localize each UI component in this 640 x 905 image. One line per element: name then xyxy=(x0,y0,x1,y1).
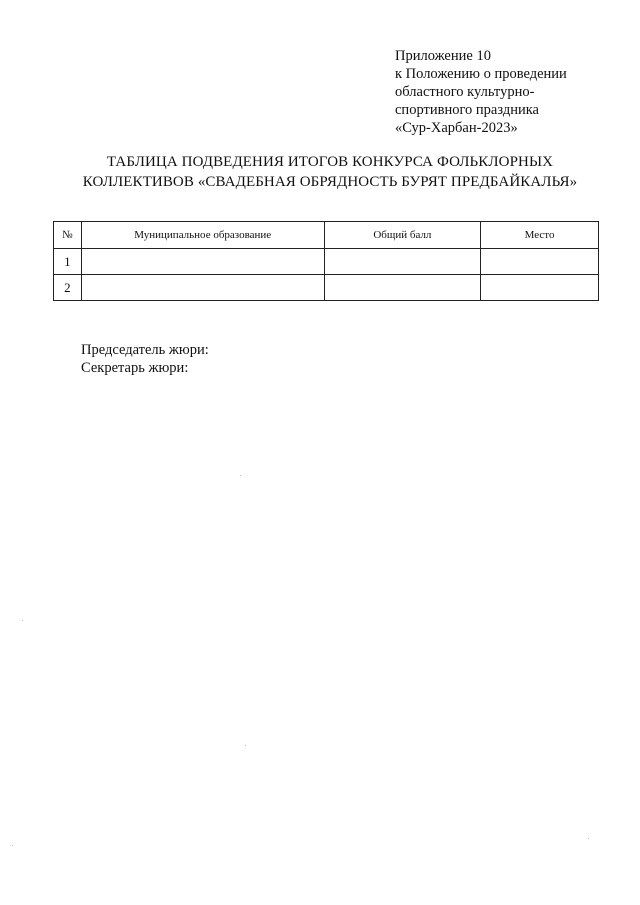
cell-place xyxy=(481,249,599,275)
cell-number: 1 xyxy=(54,249,82,275)
appendix-line: «Сур-Харбан-2023» xyxy=(395,120,518,136)
appendix-line: областного культурно- xyxy=(395,84,535,100)
cell-municipality xyxy=(81,275,324,301)
cell-number: 2 xyxy=(54,275,82,301)
header-place: Место xyxy=(481,222,599,249)
title-line-1: ТАБЛИЦА ПОДВЕДЕНИЯ ИТОГОВ КОНКУРСА ФОЛЬКЛОРНЫХ xyxy=(106,154,554,170)
header-total-score: Общий балл xyxy=(324,222,480,249)
document-title xyxy=(40,152,620,192)
table-header-row xyxy=(54,222,599,249)
appendix-line: спортивного праздника xyxy=(395,102,539,118)
results-table xyxy=(53,221,599,301)
appendix-line: к Положению о проведении xyxy=(395,66,567,82)
cell-total-score xyxy=(324,249,480,275)
header-number: № xyxy=(54,222,82,249)
title-line-2: КОЛЛЕКТИВОВ «СВАДЕБНАЯ ОБРЯДНОСТЬ БУРЯТ ПРЕДБАЙКАЛЬЯ» xyxy=(82,174,578,190)
table-row xyxy=(54,275,599,301)
appendix-note xyxy=(395,47,625,137)
scan-speck xyxy=(588,838,589,839)
cell-place xyxy=(481,275,599,301)
secretary-label: Секретарь жюри: xyxy=(81,360,189,376)
header-municipality: Муниципальное образование xyxy=(81,222,324,249)
table-row xyxy=(54,249,599,275)
scan-speck xyxy=(240,475,241,476)
chairman-label: Председатель жюри: xyxy=(81,342,209,358)
signature-block xyxy=(81,341,209,377)
scan-speck xyxy=(245,745,246,746)
scan-speck xyxy=(22,620,23,621)
cell-total-score xyxy=(324,275,480,301)
appendix-line: Приложение 10 xyxy=(395,48,491,64)
scan-speck xyxy=(12,845,13,846)
cell-municipality xyxy=(81,249,324,275)
